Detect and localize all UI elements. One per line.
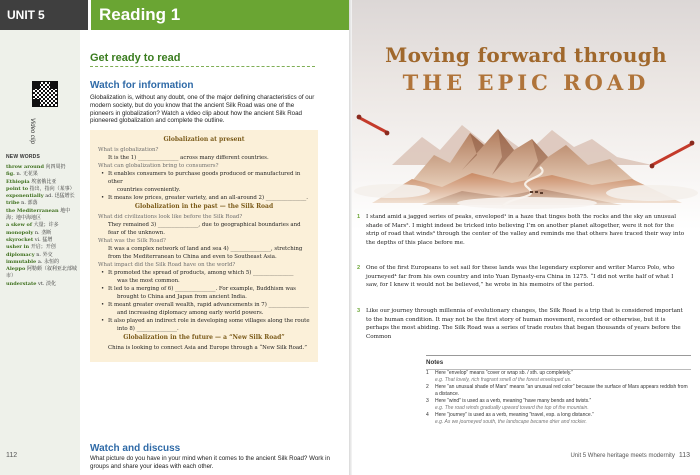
new-word: a skew of [6, 222, 32, 229]
note-example: e.g. That lovely, rich fragrant smell of the forest enveloped us. [435, 377, 572, 383]
outline-bullet: • It promoted the spread of products, among which 5) _______________ [98, 269, 310, 277]
unit-tab [0, 0, 88, 30]
paragraph-text: One of the first Europeans to set sail for these lands was the legendary explorer and writer Marco Polo, who journeyed⁴ far from his own country and into Yuan Dynasty-era China in 1275. “I did not write half of what I saw, for I knew it would not be believed,” he wrote in his memoirs of the period. [366, 265, 675, 289]
note-text: Here “an unusual shade of Mars” means “an unusual red color” because the surface of Mars appears reddish from a distance. [435, 384, 688, 397]
new-word: Aleppo [6, 266, 26, 273]
outline-bullet: • It led to a merging of 6) _______________. For example, Buddhism was [98, 285, 310, 293]
outline-bullet: • It meant greater overall wealth, rapid advancements in 7) _______________ [98, 301, 310, 309]
outline-section-title: Globalization in the future — a “New Silk Road” [123, 334, 285, 341]
outline-bullet: • It means low prices, greater variety, and an all-around 2) _______________. [98, 194, 310, 202]
new-word-gloss: vi. 猛增 [34, 236, 53, 243]
new-word-item [6, 244, 78, 251]
new-word: usher in [6, 244, 30, 251]
new-word-gloss: 地中海；地中海地区 [6, 207, 71, 222]
note-item [426, 412, 691, 419]
new-word: understate [6, 280, 37, 287]
outline-bullet: • It enables consumers to purchase goods produced or manufactured in other [98, 170, 310, 186]
note-item [426, 398, 691, 405]
new-word-gloss: 大量；许多 [33, 222, 59, 229]
new-word-item [6, 179, 78, 186]
watch-discuss-heading: Watch and discuss [90, 443, 181, 454]
new-words-list [6, 154, 78, 288]
outline-bullet: • It also played an indirect role in developing some villages along the route [98, 317, 310, 325]
new-word: skyrocket [6, 236, 34, 243]
paragraph-text: I stand amid a jagged series of peaks, enveloped¹ in a haze that tinges both the rocks and the sky an unusual shade of Mars². I might indeed be tricked into believing I’m on another planet altogether, were it not for the strip of road that winds³ through the center of the valley and reminds me that others have traced their way into the depths of this place before me. [366, 214, 685, 246]
video-clip-label: Video clip [29, 118, 35, 144]
note-number: 4 [426, 412, 429, 418]
new-word-item [6, 230, 78, 237]
outline-bullet-cont: was the most common. [117, 278, 180, 284]
notes-section [426, 355, 691, 426]
outline-answer-cont: fear of the unknown. [108, 230, 165, 236]
new-word: fig. [6, 171, 15, 178]
outline-bullet-cont: into 8) _______________. [117, 326, 179, 332]
new-word-gloss: ad. 迅猛增长 [45, 193, 75, 200]
divider [90, 66, 315, 67]
new-word-gloss: n. 无花果 [16, 171, 38, 178]
new-word-gloss: n. 垄断 [34, 229, 52, 236]
new-word: Ethiopia [6, 178, 30, 185]
new-word: monopoly [6, 229, 34, 236]
outline-question: What did civilizations look like before the Silk Road? [98, 214, 243, 220]
note-number: 3 [426, 398, 429, 404]
reading-paragraph [357, 213, 686, 247]
new-word-item [6, 266, 78, 281]
reading-title-line1: Moving forward through [385, 43, 667, 67]
watch-discuss-text: What picture do you have in your mind when it comes to the ancient Silk Road? Work in groups and share your ideas with each other. [90, 455, 330, 470]
new-word-item [6, 171, 78, 178]
new-word-gloss: vt. 淡化 [38, 280, 57, 287]
intro-paragraph: Globalization is, without any doubt, one of the major defining characteristics of our modern society, but do you know that the ancient Silk Road was one of the pioneers in globalization? Watch a video clip about how the ancient Silk Road pioneered globalization and complete the outline. [90, 94, 315, 125]
new-word-gloss: 埃塞俄比亚 [31, 178, 57, 185]
new-word-item [6, 200, 78, 207]
outline-question: What was the Silk Road? [98, 238, 166, 244]
new-words-title: NEW WORDS [6, 154, 41, 160]
note-item [426, 384, 691, 398]
reading-paragraph [357, 264, 686, 290]
outline-answer: It was a complex network of land and sea 4) _______________, stretching [108, 246, 303, 252]
new-word: exponentially [6, 193, 44, 200]
footer-right [570, 452, 690, 459]
qr-code-icon[interactable] [33, 82, 57, 106]
new-word-gloss: a. 永恒的 [37, 258, 60, 265]
outline-section-title: Globalization in the past — the Silk Road [134, 203, 274, 210]
new-word-item [6, 281, 78, 288]
note-text: Here “envelop” means “cover or wrap sb. / sth. up completely.” [435, 370, 574, 376]
reading-tab: Reading 1 [88, 0, 190, 30]
outline-question: What impact did the Silk Road have on the world? [98, 262, 236, 268]
get-ready-heading: Get ready to read [90, 52, 181, 64]
reading-title-line2: THE EPIC ROAD [402, 70, 650, 95]
outline-question: What can globalization bring to consumers? [98, 163, 219, 169]
outline-question: What is globalization? [98, 147, 159, 153]
note-example: e.g. As we journeyed south, the landscape became drier and rockier. [435, 419, 587, 425]
outline-section-title: Globalization at present [163, 136, 245, 143]
outline-answer: China is looking to connect Asia and Europe through a “New Silk Road.” [108, 345, 307, 351]
new-word: immutable [6, 258, 37, 265]
outline-answer-cont: from the Mediterranean to China and even to Southeast Asia. [108, 254, 277, 260]
new-word: diplomacy [6, 251, 35, 258]
new-word-gloss: n. 外交 [36, 251, 53, 258]
new-word-item [6, 208, 78, 223]
notes-title: Notes [426, 355, 691, 366]
outline-bullet-cont: and increasing diplomacy among early world powers. [117, 310, 264, 316]
mountain-road-illustration [352, 95, 700, 210]
note-example: e.g. The road winds gradually upward toward the top of the mountain. [435, 405, 589, 411]
unit-label: UNIT [7, 8, 35, 22]
new-word: the Mediterranean [6, 207, 59, 214]
watch-info-heading: Watch for information [90, 80, 194, 91]
scroll-left [357, 115, 390, 136]
new-word-gloss: 向四周扔 [45, 164, 66, 170]
page-number-left: 112 [6, 452, 18, 459]
new-word-gloss: 阿勒颇（叙利亚北部城市） [6, 266, 77, 280]
new-word-gloss: 开启；开创 [30, 244, 56, 251]
new-word-item [6, 252, 78, 259]
paragraph-number: 2 [357, 265, 361, 271]
outline-answer: They remained 3) _______________, due to geographical boundaries and [108, 222, 301, 228]
note-number: 1 [426, 370, 429, 376]
sidebar [0, 30, 80, 475]
new-word: tribe [6, 200, 20, 207]
paragraph-text: Like our journey through millennia of evolutionary changes, the Silk Road is a trip that is considered important to the human condition. It may not be the first story of human movement, recorded or otherwise, but it is perhaps the most abiding. The Silk Road was a series of trade routes that began thousands of years before the Common [366, 308, 683, 340]
outline-bullet-cont: brought to China and Japan from ancient India. [117, 294, 247, 300]
outline-box [90, 130, 318, 362]
new-word: point to [6, 185, 29, 192]
outline-answer: It is the 1) _______________ across many different countries. [108, 155, 269, 161]
outline-bullet-cont: countries conveniently. [117, 187, 181, 193]
reading-paragraph [357, 307, 686, 341]
note-text: Here “journey” is used as a verb, meaning “travel, esp. a long distance.” [435, 412, 594, 418]
new-word-gloss: 指出，指向（某事） [29, 185, 75, 192]
paragraph-number: 1 [357, 214, 361, 220]
note-item [426, 370, 691, 377]
new-word: throw around [6, 164, 44, 170]
right-page [352, 0, 700, 475]
footer-unit-text: Unit 5 Where heritage meets modernity [570, 453, 675, 459]
note-number: 2 [426, 384, 429, 390]
page-number-right: 113 [678, 452, 690, 459]
unit-number: 5 [38, 8, 45, 22]
paragraph-number: 3 [357, 308, 361, 314]
note-text: Here “wind” is used as a verb, meaning “have many bends and twists.” [435, 398, 592, 404]
new-word-item [6, 222, 78, 229]
new-word-gloss: n. 部落 [21, 200, 38, 207]
